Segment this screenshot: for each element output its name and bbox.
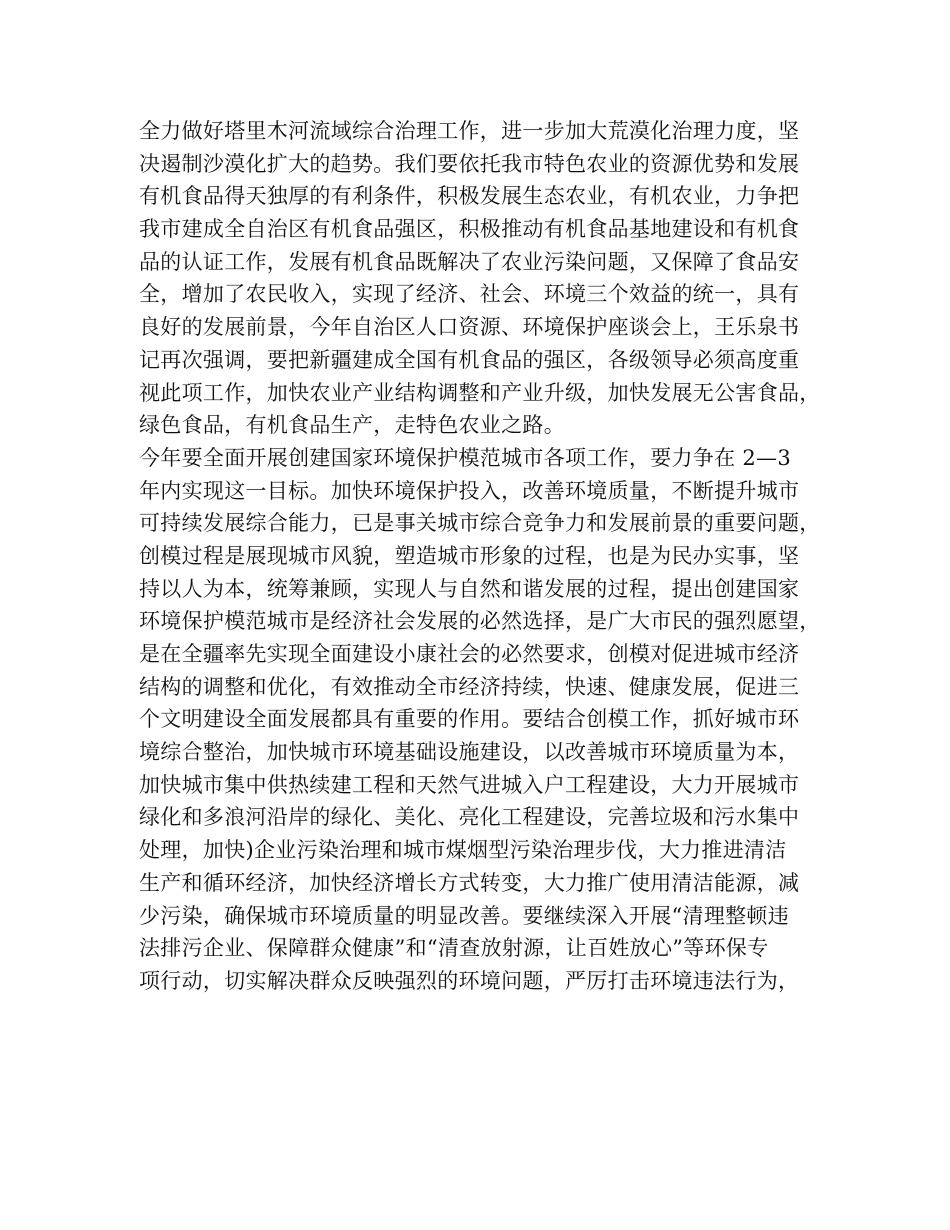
text-line: 良好的发展前景，今年自治区人口资源、环境保护座谈会上，王乐泉书 <box>139 315 800 340</box>
text-line: 绿化和多浪河沿岸的绿化、美化、亮化工程建设，完善垃圾和污水集中 <box>139 805 800 830</box>
text-line: 全力做好塔里木河流域综合治理工作，进一步加大荒漠化治理力度，坚 <box>139 119 800 143</box>
text-line: 年内实现这一目标。加快环境保护投入，改善环境质量，不断提升城市 <box>139 478 800 503</box>
text-line: 处理，加快)企业污染治理和城市煤烟型污染治理步伐，大力推进清洁 <box>139 838 787 863</box>
text-line: 记再次强调，要把新疆建成全国有机食品的强区，各级领导必须高度重 <box>139 347 800 372</box>
text-line: 是在全疆率先实现全面建设小康社会的必然要求，创模对促进城市经济 <box>139 642 800 666</box>
text-line: 结构的调整和优化，有效推动全市经济持续，快速、健康发展，促进三 <box>139 674 800 699</box>
text-line: 绿色食品，有机食品生产，走特色农业之路。 <box>139 413 565 438</box>
text-line: 个文明建设全面发展都具有重要的作用。要结合创模工作，抓好城市环 <box>139 707 800 732</box>
text-line: 视此项工作，加快农业产业结构调整和产业升级，加快发展无公害食品， <box>139 380 821 405</box>
text-line: 有机食品得天独厚的有利条件，积极发展生态农业，有机农业，力争把 <box>139 184 800 209</box>
text-line: 项行动，切实解决群众反映强烈的环境问题，严厉打击环境违法行为， <box>139 968 800 993</box>
text-line: 决遏制沙漠化扩大的趋势。我们要依托我市特色农业的资源优势和发展 <box>139 151 800 176</box>
text-line: 生产和循环经济，加快经济增长方式转变，大力推广使用清洁能源，减 <box>139 870 800 895</box>
text-line: 全，增加了农民收入，实现了经济、社会、环境三个效益的统一，具有 <box>139 282 800 307</box>
text-line: 品的认证工作，发展有机食品既解决了农业污染问题，又保障了食品安 <box>139 249 800 274</box>
text-line: 少污染，确保城市环境质量的明显改善。要继续深入开展“清理整顿违 <box>139 903 790 928</box>
text-line: 环境保护模范城市是经济社会发展的必然选择，是广大市民的强烈愿望， <box>139 609 821 634</box>
text-line: 持以人为本，统筹兼顾，实现人与自然和谐发展的过程，提出创建国家 <box>139 576 800 601</box>
text-line: 加快城市集中供热续建工程和天然气进城入户工程建设，大力开展城市 <box>139 772 800 797</box>
text-line: 境综合整治，加快城市环境基础设施建设，以改善城市环境质量为本， <box>139 740 800 765</box>
text-line: 可持续发展综合能力，已是事关城市综合竞争力和发展前景的重要问题， <box>139 511 821 536</box>
text-line: 今年要全面开展创建国家环境保护模范城市各项工作，要力争在 2—3 <box>139 445 791 470</box>
text-line: 我市建成全自治区有机食品强区，积极推动有机食品基地建设和有机食 <box>139 217 800 242</box>
text-line: 法排污企业、保障群众健康”和“清查放射源，让百姓放心”等环保专 <box>139 936 769 961</box>
body-text <box>139 115 829 998</box>
text-line: 创模过程是展现城市风貌，塑造城市形象的过程，也是为民办实事，坚 <box>139 543 800 568</box>
